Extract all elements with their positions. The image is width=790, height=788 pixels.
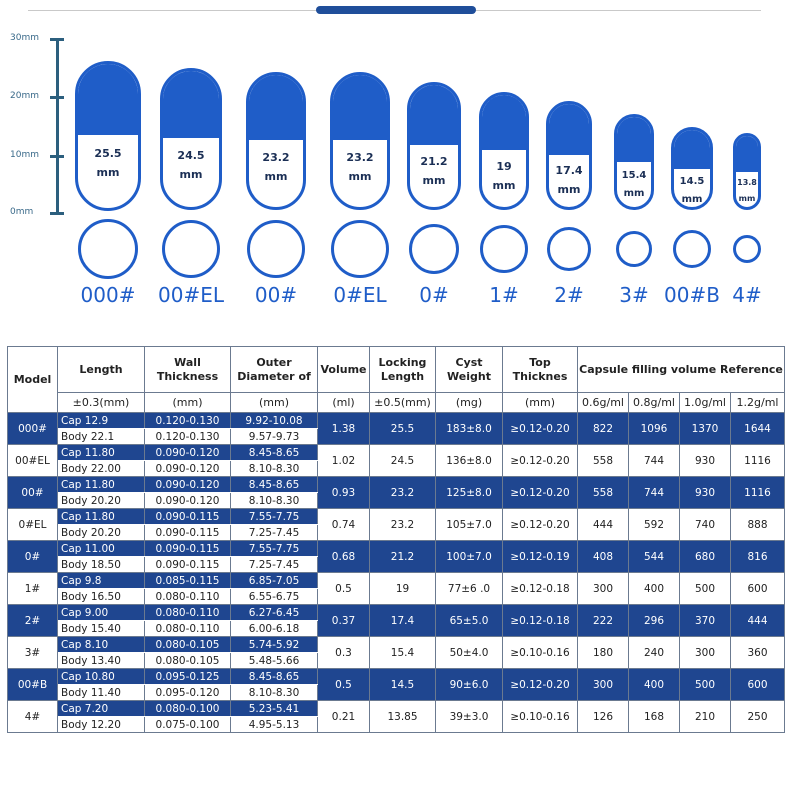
fill-10-cell: 500 xyxy=(680,573,731,605)
capsule-model-label: 2# xyxy=(554,283,584,307)
fill-12-cell: 1116 xyxy=(731,477,785,509)
cap-diameter-cell: 6.27-6.45 xyxy=(231,605,318,621)
cyst-weight-cell: 39±3.0 xyxy=(436,701,503,733)
locking-length-cell: 13.85 xyxy=(370,701,436,733)
top-thickness-cell: ≥0.12-0.20 xyxy=(503,509,578,541)
capsule-cap-half xyxy=(163,71,219,138)
scale-tick xyxy=(50,212,64,215)
volume-cell: 0.5 xyxy=(318,573,370,605)
body-diameter-cell: 5.48-5.66 xyxy=(231,653,318,669)
cap-diameter-cell: 5.74-5.92 xyxy=(231,637,318,653)
capsule-end-view xyxy=(616,231,652,267)
body-diameter-cell: 6.00-6.18 xyxy=(231,621,318,637)
capsule-model-label: 00#B xyxy=(664,283,720,307)
fill-06-cell: 126 xyxy=(578,701,629,733)
table-row xyxy=(8,669,785,685)
body-diameter-cell: 4.95-5.13 xyxy=(231,717,318,733)
scale-label-0: 0mm xyxy=(10,207,34,217)
scale-label-30: 30mm xyxy=(10,33,39,43)
capsule-length-unit: mm xyxy=(681,194,703,205)
capsule-cap-half xyxy=(482,95,526,150)
locking-length-cell: 19 xyxy=(370,573,436,605)
volume-cell: 0.93 xyxy=(318,477,370,509)
locking-length-cell: 17.4 xyxy=(370,605,436,637)
capsule-side-view xyxy=(546,101,592,210)
fill-08-cell: 168 xyxy=(629,701,680,733)
table-row xyxy=(8,413,785,429)
capsule-cap-half xyxy=(249,75,303,140)
locking-length-cell: 25.5 xyxy=(370,413,436,445)
body-wall-cell: 0.090-0.115 xyxy=(145,557,231,573)
top-thickness-cell: ≥0.12-0.20 xyxy=(503,445,578,477)
body-diameter-cell: 7.25-7.45 xyxy=(231,525,318,541)
capsule-length-unit: mm xyxy=(557,183,581,196)
capsule-length-unit: mm xyxy=(96,166,120,179)
cap-wall-cell: 0.090-0.115 xyxy=(145,509,231,525)
top-thickness-cell: ≥0.12-0.18 xyxy=(503,605,578,637)
cyst-weight-cell: 125±8.0 xyxy=(436,477,503,509)
scale-tick xyxy=(50,38,64,41)
capsule-end-view xyxy=(78,219,138,279)
table-row xyxy=(8,445,785,461)
capsule-length-value: 17.4 xyxy=(555,164,583,177)
cap-length-cell: Cap 12.9 xyxy=(58,413,145,429)
capsule-length-unit: mm xyxy=(264,170,288,183)
cyst-weight-cell: 183±8.0 xyxy=(436,413,503,445)
cyst-weight-cell: 90±6.0 xyxy=(436,669,503,701)
locking-length-cell: 14.5 xyxy=(370,669,436,701)
cap-length-cell: Cap 7.20 xyxy=(58,701,145,717)
cap-length-cell: Cap 11.80 xyxy=(58,477,145,493)
capsule-length-value: 15.4 xyxy=(621,170,647,181)
fill-12-cell: 1644 xyxy=(731,413,785,445)
table-row xyxy=(8,637,785,653)
fill-12-cell: 600 xyxy=(731,573,785,605)
volume-cell: 0.68 xyxy=(318,541,370,573)
subheader-fill-12: 1.2g/ml xyxy=(731,393,785,413)
capsule-cap-half xyxy=(410,85,458,145)
body-length-cell: Body 22.1 xyxy=(58,429,145,445)
model-cell: 0# xyxy=(8,541,58,573)
body-diameter-cell: 9.57-9.73 xyxy=(231,429,318,445)
fill-06-cell: 558 xyxy=(578,445,629,477)
capsule-model-label: 3# xyxy=(619,283,649,307)
body-wall-cell: 0.090-0.115 xyxy=(145,525,231,541)
subheader-top: (mm) xyxy=(503,393,578,413)
cap-length-cell: Cap 11.80 xyxy=(58,509,145,525)
header-cyst-weight: Cyst Weight xyxy=(436,347,503,393)
table-row xyxy=(8,509,785,525)
fill-12-cell: 444 xyxy=(731,605,785,637)
capsule-length-value: 23.2 xyxy=(346,151,374,164)
fill-06-cell: 300 xyxy=(578,573,629,605)
volume-cell: 0.3 xyxy=(318,637,370,669)
header-volume: Volume xyxy=(318,347,370,393)
fill-12-cell: 888 xyxy=(731,509,785,541)
header-outer-diameter: Outer Diameter of xyxy=(231,347,318,393)
cap-wall-cell: 0.090-0.120 xyxy=(145,477,231,493)
capsule-side-view xyxy=(75,61,141,211)
volume-cell: 0.74 xyxy=(318,509,370,541)
scale-tick xyxy=(50,155,64,158)
body-diameter-cell: 7.25-7.45 xyxy=(231,557,318,573)
fill-10-cell: 210 xyxy=(680,701,731,733)
capsule-side-view xyxy=(407,82,461,210)
header-model: Model xyxy=(8,347,58,413)
fill-06-cell: 444 xyxy=(578,509,629,541)
fill-10-cell: 740 xyxy=(680,509,731,541)
top-thickness-cell: ≥0.12-0.20 xyxy=(503,477,578,509)
body-diameter-cell: 6.55-6.75 xyxy=(231,589,318,605)
cap-wall-cell: 0.085-0.115 xyxy=(145,573,231,589)
capsule-end-view xyxy=(480,225,528,273)
scale-label-10: 10mm xyxy=(10,150,39,160)
fill-10-cell: 500 xyxy=(680,669,731,701)
cap-length-cell: Cap 10.80 xyxy=(58,669,145,685)
cap-wall-cell: 0.090-0.115 xyxy=(145,541,231,557)
subheader-length: ±0.3(mm) xyxy=(58,393,145,413)
capsule-model-label: 000# xyxy=(80,283,136,307)
fill-06-cell: 558 xyxy=(578,477,629,509)
locking-length-cell: 21.2 xyxy=(370,541,436,573)
body-length-cell: Body 15.40 xyxy=(58,621,145,637)
capsule-model-label: 4# xyxy=(732,283,762,307)
body-diameter-cell: 8.10-8.30 xyxy=(231,461,318,477)
locking-length-cell: 24.5 xyxy=(370,445,436,477)
capsule-side-view xyxy=(160,68,222,210)
table-row xyxy=(8,605,785,621)
body-wall-cell: 0.075-0.100 xyxy=(145,717,231,733)
body-length-cell: Body 16.50 xyxy=(58,589,145,605)
header-locking-length: Locking Length xyxy=(370,347,436,393)
body-wall-cell: 0.120-0.130 xyxy=(145,429,231,445)
scale-axis xyxy=(56,38,59,214)
fill-08-cell: 240 xyxy=(629,637,680,669)
body-wall-cell: 0.090-0.120 xyxy=(145,493,231,509)
capsule-end-view xyxy=(409,224,459,274)
cap-diameter-cell: 7.55-7.75 xyxy=(231,509,318,525)
capsule-model-label: 0# xyxy=(419,283,449,307)
body-diameter-cell: 8.10-8.30 xyxy=(231,685,318,701)
fill-08-cell: 400 xyxy=(629,669,680,701)
cap-wall-cell: 0.080-0.105 xyxy=(145,637,231,653)
cap-length-cell: Cap 9.8 xyxy=(58,573,145,589)
cap-wall-cell: 0.095-0.125 xyxy=(145,669,231,685)
table-row xyxy=(8,477,785,493)
volume-cell: 0.5 xyxy=(318,669,370,701)
model-cell: 2# xyxy=(8,605,58,637)
body-length-cell: Body 12.20 xyxy=(58,717,145,733)
cyst-weight-cell: 100±7.0 xyxy=(436,541,503,573)
body-diameter-cell: 8.10-8.30 xyxy=(231,493,318,509)
cap-length-cell: Cap 11.00 xyxy=(58,541,145,557)
top-thickness-cell: ≥0.12-0.18 xyxy=(503,573,578,605)
subheader-wall: (mm) xyxy=(145,393,231,413)
capsule-model-label: 00#EL xyxy=(158,283,224,307)
capsule-end-view xyxy=(331,220,389,278)
capsule-length-unit: mm xyxy=(623,188,645,199)
fill-06-cell: 222 xyxy=(578,605,629,637)
fill-10-cell: 1370 xyxy=(680,413,731,445)
capsule-side-view xyxy=(671,127,713,210)
subheader-volume: (ml) xyxy=(318,393,370,413)
body-wall-cell: 0.090-0.120 xyxy=(145,461,231,477)
body-wall-cell: 0.095-0.120 xyxy=(145,685,231,701)
cap-diameter-cell: 5.23-5.41 xyxy=(231,701,318,717)
fill-08-cell: 544 xyxy=(629,541,680,573)
fill-06-cell: 300 xyxy=(578,669,629,701)
capsule-side-view xyxy=(479,92,529,210)
cap-wall-cell: 0.090-0.120 xyxy=(145,445,231,461)
model-cell: 4# xyxy=(8,701,58,733)
scale-label-20: 20mm xyxy=(10,91,39,101)
fill-08-cell: 400 xyxy=(629,573,680,605)
top-thickness-cell: ≥0.12-0.20 xyxy=(503,413,578,445)
capsule-model-label: 0#EL xyxy=(333,283,387,307)
capsule-end-view xyxy=(733,235,761,263)
model-cell: 0#EL xyxy=(8,509,58,541)
fill-06-cell: 822 xyxy=(578,413,629,445)
model-cell: 00# xyxy=(8,477,58,509)
body-wall-cell: 0.080-0.105 xyxy=(145,653,231,669)
cap-diameter-cell: 8.45-8.65 xyxy=(231,669,318,685)
capsule-length-unit: mm xyxy=(348,170,372,183)
capsule-length-unit: mm xyxy=(492,179,516,192)
table-row xyxy=(8,701,785,717)
locking-length-cell: 23.2 xyxy=(370,509,436,541)
cap-length-cell: Cap 9.00 xyxy=(58,605,145,621)
body-length-cell: Body 18.50 xyxy=(58,557,145,573)
header-length: Length xyxy=(58,347,145,393)
cap-length-cell: Cap 11.80 xyxy=(58,445,145,461)
cyst-weight-cell: 136±8.0 xyxy=(436,445,503,477)
header-filling-volume: Capsule filling volume Reference xyxy=(578,347,785,393)
top-thickness-cell: ≥0.12-0.20 xyxy=(503,669,578,701)
subheader-fill-08: 0.8g/ml xyxy=(629,393,680,413)
capsule-length-value: 19 xyxy=(496,160,512,173)
capsule-side-view xyxy=(733,133,761,210)
capsule-model-label: 00# xyxy=(254,283,298,307)
subheader-locking: ±0.5(mm) xyxy=(370,393,436,413)
top-thickness-cell: ≥0.10-0.16 xyxy=(503,637,578,669)
fill-10-cell: 680 xyxy=(680,541,731,573)
volume-cell: 0.21 xyxy=(318,701,370,733)
capsule-side-view xyxy=(330,72,390,210)
fill-10-cell: 370 xyxy=(680,605,731,637)
capsule-end-view xyxy=(673,230,711,268)
cap-diameter-cell: 8.45-8.65 xyxy=(231,477,318,493)
fill-10-cell: 930 xyxy=(680,477,731,509)
cap-wall-cell: 0.120-0.130 xyxy=(145,413,231,429)
fill-12-cell: 360 xyxy=(731,637,785,669)
capsule-end-view xyxy=(162,220,220,278)
volume-cell: 1.38 xyxy=(318,413,370,445)
capsule-length-value: 21.2 xyxy=(420,155,448,168)
table-row xyxy=(8,573,785,589)
cyst-weight-cell: 65±5.0 xyxy=(436,605,503,637)
model-cell: 3# xyxy=(8,637,58,669)
capsule-cap-half xyxy=(674,130,710,169)
fill-08-cell: 1096 xyxy=(629,413,680,445)
cap-diameter-cell: 7.55-7.75 xyxy=(231,541,318,557)
capsule-side-view xyxy=(246,72,306,210)
body-length-cell: Body 22.00 xyxy=(58,461,145,477)
capsule-spec-table xyxy=(7,346,785,733)
model-cell: 00#B xyxy=(8,669,58,701)
capsule-length-unit: mm xyxy=(422,174,446,187)
capsule-length-value: 24.5 xyxy=(177,149,205,162)
body-length-cell: Body 13.40 xyxy=(58,653,145,669)
capsule-length-value: 13.8 xyxy=(737,178,757,187)
capsule-model-label: 1# xyxy=(489,283,519,307)
volume-cell: 0.37 xyxy=(318,605,370,637)
body-wall-cell: 0.080-0.110 xyxy=(145,621,231,637)
cyst-weight-cell: 105±7.0 xyxy=(436,509,503,541)
fill-10-cell: 930 xyxy=(680,445,731,477)
capsule-side-view xyxy=(614,114,654,210)
fill-06-cell: 408 xyxy=(578,541,629,573)
body-wall-cell: 0.080-0.110 xyxy=(145,589,231,605)
capsule-cap-half xyxy=(78,64,138,135)
capsule-end-view xyxy=(547,227,591,271)
fill-12-cell: 1116 xyxy=(731,445,785,477)
capsule-cap-half xyxy=(617,117,651,162)
cap-diameter-cell: 8.45-8.65 xyxy=(231,445,318,461)
fill-08-cell: 592 xyxy=(629,509,680,541)
locking-length-cell: 23.2 xyxy=(370,477,436,509)
body-length-cell: Body 20.20 xyxy=(58,525,145,541)
cyst-weight-cell: 77±6 .0 xyxy=(436,573,503,605)
fill-10-cell: 300 xyxy=(680,637,731,669)
fill-12-cell: 816 xyxy=(731,541,785,573)
top-thickness-cell: ≥0.12-0.19 xyxy=(503,541,578,573)
locking-length-cell: 15.4 xyxy=(370,637,436,669)
capsule-cap-half xyxy=(549,104,589,155)
cap-wall-cell: 0.080-0.100 xyxy=(145,701,231,717)
fill-12-cell: 250 xyxy=(731,701,785,733)
subheader-cyst: (mg) xyxy=(436,393,503,413)
fill-06-cell: 180 xyxy=(578,637,629,669)
capsule-cap-half xyxy=(736,136,758,172)
header-top-thickness: Top Thicknes xyxy=(503,347,578,393)
cyst-weight-cell: 50±4.0 xyxy=(436,637,503,669)
table-row xyxy=(8,541,785,557)
model-cell: 1# xyxy=(8,573,58,605)
cap-diameter-cell: 9.92-10.08 xyxy=(231,413,318,429)
capsule-cap-half xyxy=(333,75,387,140)
top-accent-bar xyxy=(316,6,476,14)
capsule-length-value: 14.5 xyxy=(679,176,705,187)
body-length-cell: Body 11.40 xyxy=(58,685,145,701)
cap-wall-cell: 0.080-0.110 xyxy=(145,605,231,621)
top-thickness-cell: ≥0.10-0.16 xyxy=(503,701,578,733)
fill-08-cell: 744 xyxy=(629,477,680,509)
capsule-length-value: 23.2 xyxy=(262,151,290,164)
body-length-cell: Body 20.20 xyxy=(58,493,145,509)
header-wall-thickness: Wall Thickness xyxy=(145,347,231,393)
capsule-length-value: 25.5 xyxy=(94,147,122,160)
subheader-fill-06: 0.6g/ml xyxy=(578,393,629,413)
fill-08-cell: 296 xyxy=(629,605,680,637)
capsule-end-view xyxy=(247,220,305,278)
capsule-length-unit: mm xyxy=(179,168,203,181)
fill-08-cell: 744 xyxy=(629,445,680,477)
cap-diameter-cell: 6.85-7.05 xyxy=(231,573,318,589)
scale-tick xyxy=(50,96,64,99)
subheader-fill-10: 1.0g/ml xyxy=(680,393,731,413)
volume-cell: 1.02 xyxy=(318,445,370,477)
model-cell: 00#EL xyxy=(8,445,58,477)
subheader-outer: (mm) xyxy=(231,393,318,413)
capsule-length-unit: mm xyxy=(738,194,756,203)
fill-12-cell: 600 xyxy=(731,669,785,701)
cap-length-cell: Cap 8.10 xyxy=(58,637,145,653)
model-cell: 000# xyxy=(8,413,58,445)
